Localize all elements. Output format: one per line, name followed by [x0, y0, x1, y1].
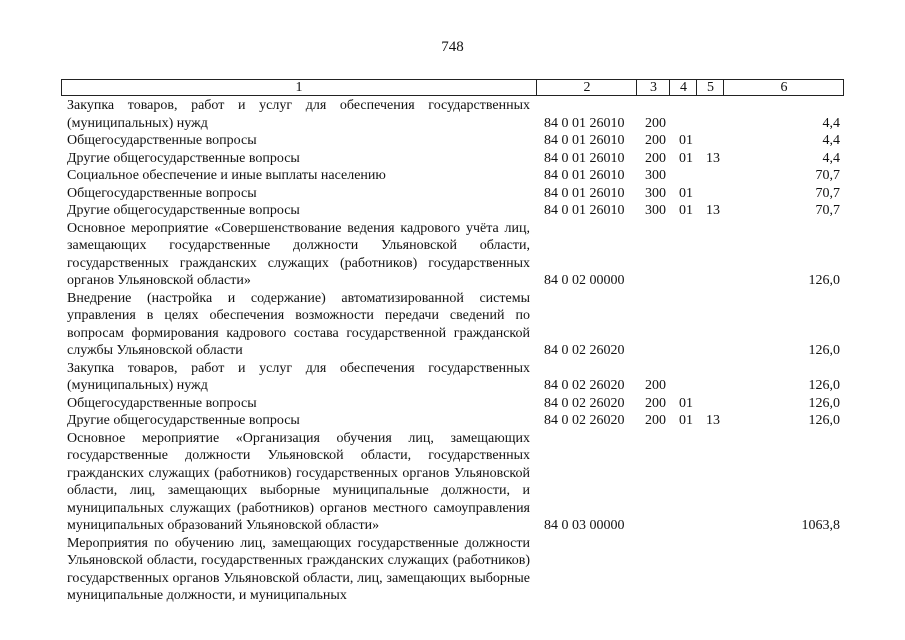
row-expense-type: 300	[645, 203, 666, 218]
table-row	[0, 395, 905, 413]
table-row	[0, 202, 905, 220]
table-body	[0, 97, 905, 605]
row-sum: 126,0	[808, 395, 840, 411]
row-code: 84 0 01 26010	[544, 203, 625, 218]
row-section: 01	[679, 150, 693, 166]
row-expense-type: 200	[645, 395, 666, 411]
row-sum: 70,7	[815, 168, 840, 183]
row-expense-type: 300	[645, 185, 666, 201]
table-row	[0, 150, 905, 168]
row-sum: 126,0	[808, 343, 840, 358]
row-expense-type: 200	[645, 378, 666, 393]
row-subsection: 13	[706, 203, 720, 218]
table-row	[0, 412, 905, 430]
row-name: Общегосударственные вопросы	[67, 395, 257, 411]
row-code: 84 0 02 26020	[544, 395, 625, 411]
row-name: Другие общегосударственные вопросы	[67, 150, 300, 166]
row-sum: 70,7	[815, 203, 840, 218]
row-code: 84 0 02 26020	[544, 378, 625, 393]
table-row	[0, 167, 905, 185]
table-row	[0, 132, 905, 150]
row-expense-type: 200	[645, 133, 666, 148]
row-name: Закупка товаров, работ и услуг для обеспечения государственных (муниципальных) нужд	[67, 360, 530, 393]
row-name: Другие общегосударственные вопросы	[67, 413, 300, 428]
table-row	[0, 97, 905, 132]
header-col-1: 1	[295, 80, 303, 95]
row-sum: 4,4	[822, 133, 840, 148]
row-code: 84 0 01 26010	[544, 150, 625, 166]
header-col-5: 5	[696, 80, 724, 95]
row-code: 84 0 01 26010	[544, 133, 625, 148]
row-name: Мероприятия по обучению лиц, замещающих государственные должности Ульяновской области, государственных гражданских служащих (работников) государственных органов Ульяновской области, лиц, замещающих выборные муниципальные должности, и муниципальных	[67, 535, 530, 603]
row-section: 01	[679, 395, 693, 411]
row-code: 84 0 01 26010	[544, 168, 625, 183]
row-name: Основное мероприятие «Совершенствование ведения кадрового учёта лиц, замещающих государственные должности Ульяновской области, государственных гражданских служащих (работников) государственных органов Ульяновской области»	[67, 220, 530, 288]
table-row	[0, 220, 905, 290]
header-col-4: 4	[669, 80, 697, 95]
table-row	[0, 185, 905, 203]
page-number: 748	[441, 39, 464, 55]
row-expense-type: 200	[645, 115, 666, 131]
row-name: Основное мероприятие «Организация обучения лиц, замещающих государственные должности Ульяновской области, государственных гражданских служащих (работников) государственных органов Ульяновской области, лиц, замещающих выборные муниципальные должности, и муниципальных служащих (работников) органов местного самоуправления муниципальных образований Ульяновской области»	[67, 430, 530, 533]
row-code: 84 0 03 00000	[544, 518, 625, 533]
row-sum: 1063,8	[801, 518, 840, 533]
row-name: Общегосударственные вопросы	[67, 185, 257, 201]
row-sum: 126,0	[808, 273, 840, 288]
row-code: 84 0 01 26010	[544, 185, 625, 201]
row-section: 01	[679, 185, 693, 201]
row-code: 84 0 01 26010	[544, 115, 625, 131]
header-col-2: 2	[536, 80, 637, 95]
row-sum: 70,7	[815, 185, 840, 201]
table-row	[0, 290, 905, 360]
row-name: Закупка товаров, работ и услуг для обеспечения государственных (муниципальных) нужд	[67, 98, 530, 131]
table-row	[0, 430, 905, 535]
row-section: 01	[679, 203, 693, 218]
row-section: 01	[679, 413, 693, 428]
row-subsection: 13	[706, 150, 720, 166]
table-header	[61, 79, 844, 96]
row-sum: 4,4	[822, 115, 840, 131]
table-row	[0, 360, 905, 395]
row-code: 84 0 02 26020	[544, 343, 625, 358]
header-col-6: 6	[723, 80, 844, 95]
row-expense-type: 200	[645, 150, 666, 166]
row-code: 84 0 02 00000	[544, 273, 625, 288]
row-sum: 126,0	[808, 378, 840, 393]
row-name: Другие общегосударственные вопросы	[67, 203, 300, 218]
row-name: Общегосударственные вопросы	[67, 133, 257, 148]
row-section: 01	[679, 133, 693, 148]
table-row	[0, 535, 905, 605]
row-name: Социальное обеспечение и иные выплаты населению	[67, 168, 386, 183]
row-expense-type: 300	[645, 168, 666, 183]
row-name: Внедрение (настройка и содержание) автоматизированной системы управления в целях обеспечения возможности передачи сведений по вопросам формирования кадрового состава государственной гражданской службы Ульяновской области	[67, 290, 530, 358]
row-code: 84 0 02 26020	[544, 413, 625, 428]
row-sum: 4,4	[822, 150, 840, 166]
row-subsection: 13	[706, 413, 720, 428]
header-col-3: 3	[636, 80, 670, 95]
row-expense-type: 200	[645, 413, 666, 428]
row-sum: 126,0	[808, 413, 840, 428]
